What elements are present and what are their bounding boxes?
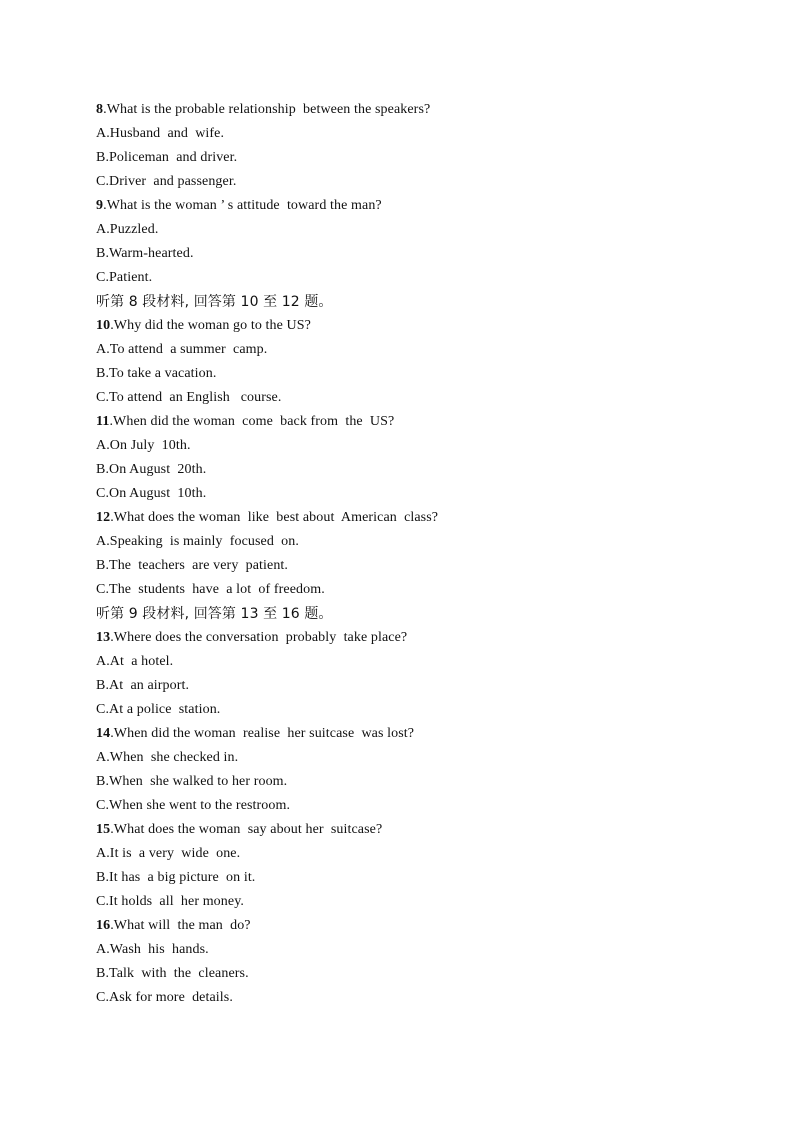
- option-8b: B.Policeman and driver.: [96, 150, 238, 165]
- option-11b: B.On August 20th.: [96, 462, 207, 477]
- option-8c: C.Driver and passenger.: [96, 174, 237, 189]
- question-13: [96, 626, 716, 650]
- question-text: .What will the man do?: [110, 918, 251, 933]
- option-14b: B.When she walked to her room.: [96, 774, 288, 789]
- question-9: [96, 194, 716, 218]
- question-text: .When did the woman come back from the US?: [109, 414, 395, 429]
- option-11a: A.On July 10th.: [96, 438, 191, 453]
- question-text: .When did the woman realise her suitcase was lost?: [110, 726, 415, 741]
- option-12a: A.Speaking is mainly focused on.: [96, 534, 299, 549]
- section-header-9: 听第 9 段材料, 回答第 13 至 16 题。: [96, 606, 333, 622]
- question-text: .Why did the woman go to the US?: [110, 318, 311, 333]
- option-10c: C.To attend an English course.: [96, 390, 282, 405]
- option-15a: A.It is a very wide one.: [96, 846, 241, 861]
- question-number: 12: [96, 510, 111, 525]
- option-15c: C.It holds all her money.: [96, 894, 244, 909]
- question-10: [96, 314, 716, 338]
- question-14: [96, 722, 716, 746]
- option-10a: A.To attend a summer camp.: [96, 342, 268, 357]
- document-page: [96, 98, 716, 1010]
- question-number: 16: [96, 918, 111, 933]
- question-text: .What is the woman ’ s attitude toward the man?: [103, 198, 382, 213]
- option-12b: B.The teachers are very patient.: [96, 558, 289, 573]
- question-text: .Where does the conversation probably take place?: [110, 630, 408, 645]
- question-number: 9: [96, 198, 104, 213]
- option-16c: C.Ask for more details.: [96, 990, 233, 1005]
- question-text: .What does the woman like best about American class?: [110, 510, 439, 525]
- option-13c: C.At a police station.: [96, 702, 221, 717]
- option-14c: C.When she went to the restroom.: [96, 798, 291, 813]
- question-number: 10: [96, 318, 111, 333]
- option-9a: A.Puzzled.: [96, 222, 159, 237]
- question-number: 14: [96, 726, 111, 741]
- question-number: 15: [96, 822, 111, 837]
- option-8a: A.Husband and wife.: [96, 126, 225, 141]
- option-10b: B.To take a vacation.: [96, 366, 217, 381]
- option-15b: B.It has a big picture on it.: [96, 870, 256, 885]
- section-header-8: 听第 8 段材料, 回答第 10 至 12 题。: [96, 294, 333, 310]
- question-11: [96, 410, 716, 434]
- question-8: [96, 98, 716, 122]
- option-12c: C.The students have a lot of freedom.: [96, 582, 325, 597]
- option-9b: B.Warm-hearted.: [96, 246, 194, 261]
- option-16a: A.Wash his hands.: [96, 942, 209, 957]
- option-16b: B.Talk with the cleaners.: [96, 966, 249, 981]
- question-number: 11: [96, 414, 110, 429]
- option-13a: A.At a hotel.: [96, 654, 174, 669]
- option-9c: C.Patient.: [96, 270, 153, 285]
- question-text: .What is the probable relationship between the speakers?: [103, 102, 431, 117]
- option-13b: B.At an airport.: [96, 678, 190, 693]
- question-number: 13: [96, 630, 111, 645]
- question-16: [96, 914, 716, 938]
- question-15: [96, 818, 716, 842]
- question-number: 8: [96, 102, 104, 117]
- option-14a: A.When she checked in.: [96, 750, 239, 765]
- question-text: .What does the woman say about her suitcase?: [110, 822, 383, 837]
- question-12: [96, 506, 716, 530]
- option-11c: C.On August 10th.: [96, 486, 207, 501]
